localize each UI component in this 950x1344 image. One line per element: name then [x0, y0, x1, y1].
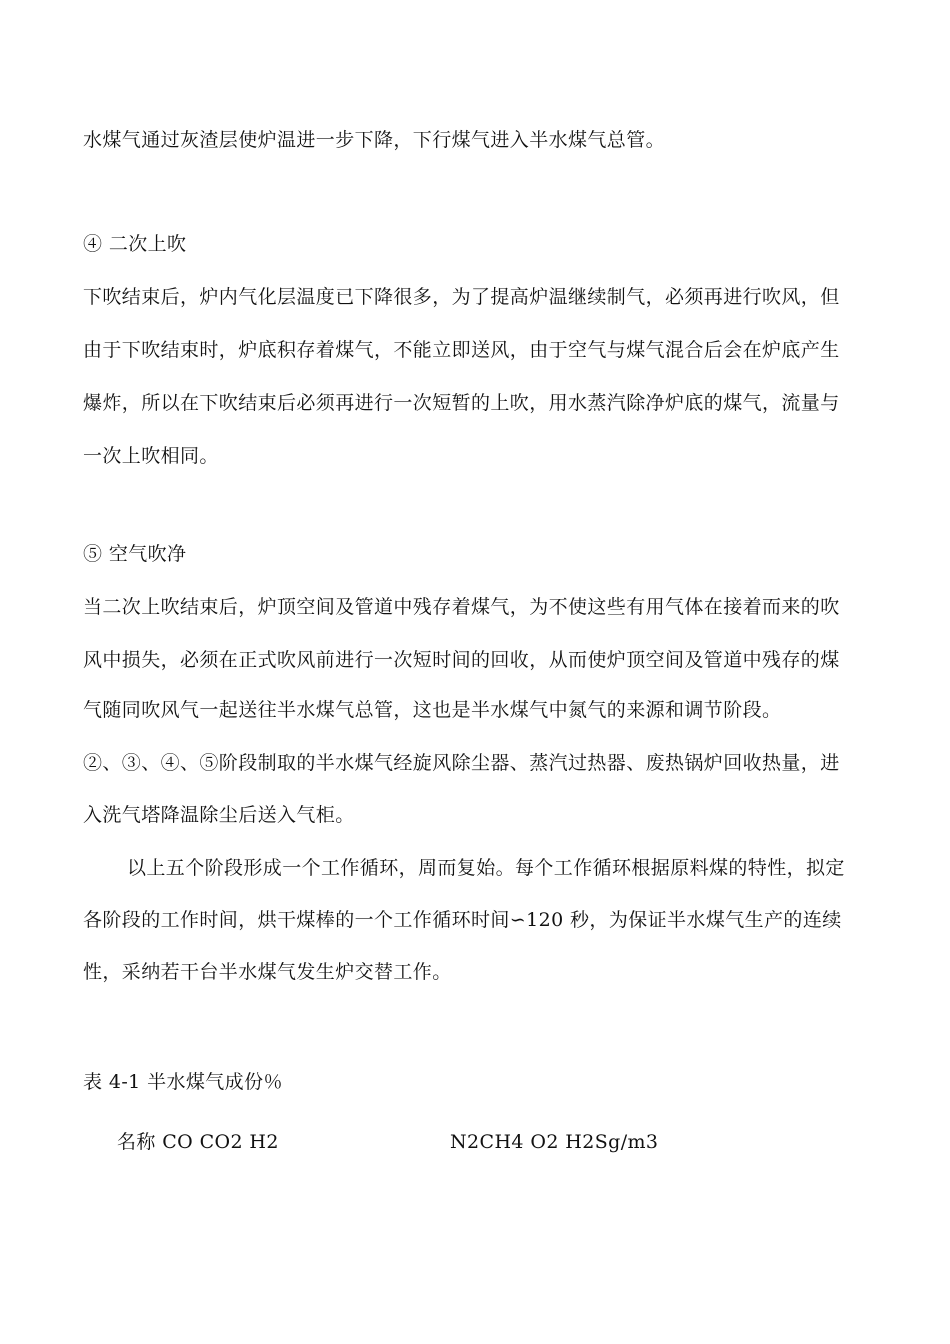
paragraph-line: 水煤气通过灰渣层使炉温进一步下降，下行煤气进入半水煤气总管。: [83, 129, 666, 151]
section-heading-5: ⑤ 空气吹净: [83, 543, 187, 565]
paragraph-line: 各阶段的工作时间，烘干煤棒的一个工作循环时间∽120 秒，为保证半水煤气生产的连续: [83, 909, 842, 931]
section-heading-4: ④ 二次上吹: [83, 233, 187, 255]
paragraph-line: 下吹结束后，炉内气化层温度已下降很多，为了提高炉温继续制气，必须再进行吹风，但: [83, 286, 840, 308]
table-header-left: 名称 CO CO2 H2: [117, 1131, 279, 1153]
paragraph-line: 风中损失，必须在正式吹风前进行一次短时间的回收，从而使炉顶空间及管道中残存的煤: [83, 649, 840, 671]
paragraph-line: 入洗气塔降温除尘后送入气柜。: [83, 804, 355, 826]
table-caption: 表 4-1 半水煤气成份％: [83, 1071, 283, 1093]
paragraph-line: 气随同吹风气一起送往半水煤气总管，这也是半水煤气中氮气的来源和调节阶段。: [83, 699, 782, 721]
table-header-right: N2CH4 O2 H2Sg/m3: [450, 1131, 659, 1153]
paragraph-line: ②、③、④、⑤阶段制取的半水煤气经旋风除尘器、蒸汽过热器、废热锅炉回收热量，进: [83, 752, 840, 774]
paragraph-line: 爆炸，所以在下吹结束后必须再进行一次短暂的上吹，用水蒸汽除净炉底的煤气，流量与: [83, 392, 840, 414]
paragraph-line: 当二次上吹结束后，炉顶空间及管道中残存着煤气，为不使这些有用气体在接着而来的吹: [83, 596, 840, 618]
paragraph-line: 性，采纳若干台半水煤气发生炉交替工作。: [83, 961, 452, 983]
paragraph-line: 一次上吹相同。: [83, 445, 219, 467]
paragraph-line: 以上五个阶段形成一个工作循环，周而复始。每个工作循环根据原料煤的特性，拟定: [127, 857, 845, 879]
paragraph-line: 由于下吹结束时，炉底积存着煤气，不能立即送风，由于空气与煤气混合后会在炉底产生: [83, 339, 840, 361]
